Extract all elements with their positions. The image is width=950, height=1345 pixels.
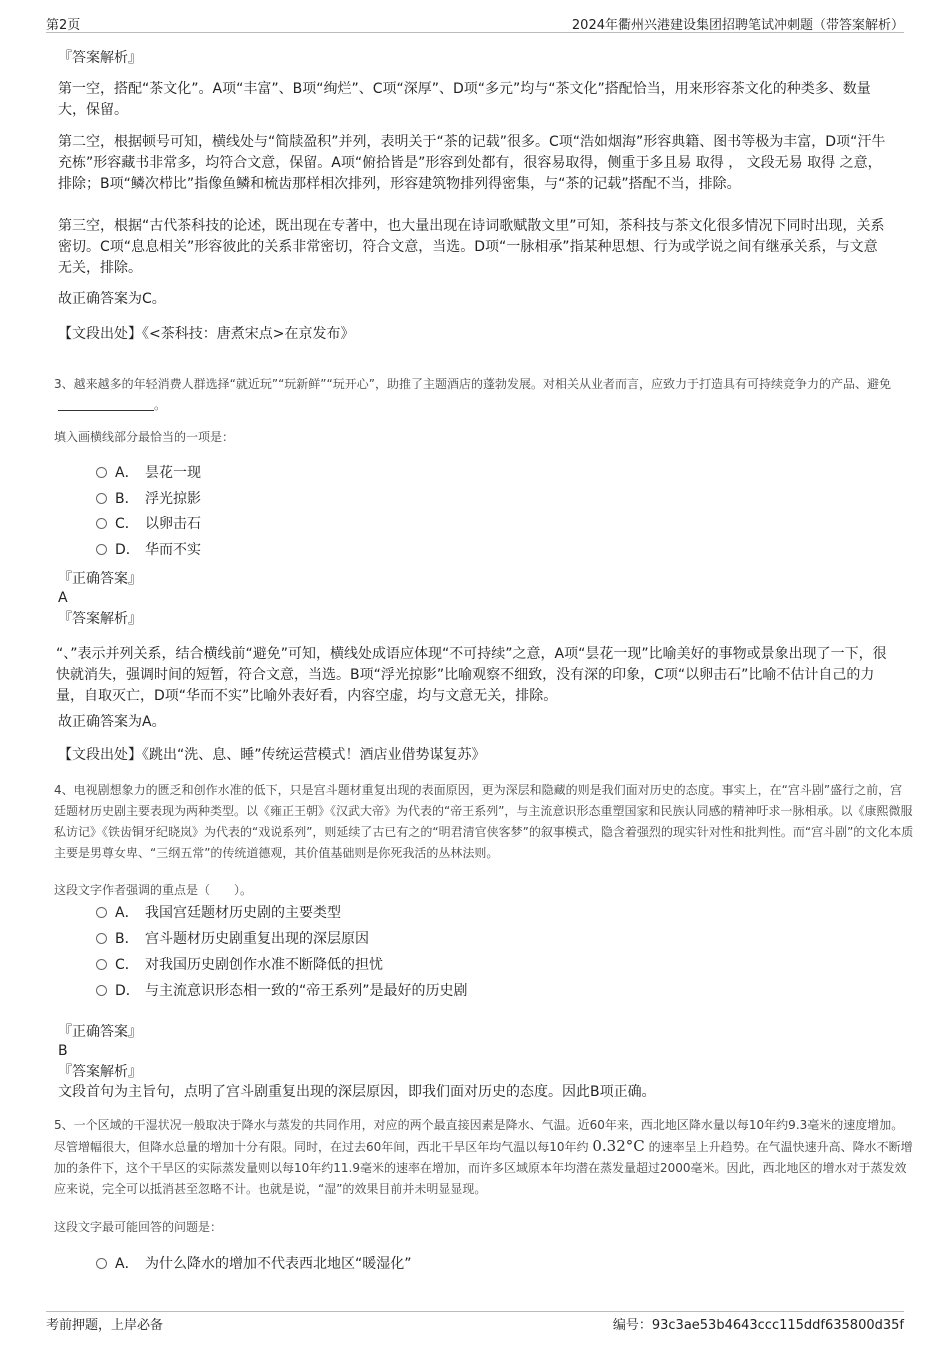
q3-option-a[interactable]: A． 昙花一现 (96, 463, 201, 483)
q2-analysis-paragraph-2: 第二空，根据顿号可知，横线处与“简牍盈积”并列，表明关于“茶的记载”很多。C项“浩如烟海”形容典籍、图书等极为丰富，D项“汗牛充栋”形容藏书非常多，均符合文意，保留。A项“俯拾皆是”形容到处都有，很容易取得，侧重于多且易 取得 ， 文段无易 取得 之意，排除；B项“鳞次栉比”指像鱼鳞和梳齿那样相次排列，形容建筑物排列得密集，与“茶的记载”搭配不当，排除。 (58, 134, 886, 192)
document-title: 2024年衢州兴港建设集团招聘笔试冲刺题（带答案解析） (571, 18, 904, 33)
q4-option-d[interactable]: D． 与主流意识形态相一致的“帝王系列”是最好的历史剧 (96, 981, 468, 1001)
q3-correct-label: 『正确答案』 (58, 571, 142, 587)
q3-blank-line (58, 398, 154, 411)
q2-analysis-paragraph-1: 第一空，搭配“茶文化”。A项“丰富”、B项“绚烂”、C项“深厚”、D项“多元”均与“茶文化”搭配恰当，用来形容茶文化的种类多、数量大，保留。 (58, 81, 871, 118)
q4-option-b[interactable]: B． 宫斗题材历史剧重复出现的深层原因 (96, 929, 369, 949)
q4-option-a[interactable]: A． 我国宫廷题材历史剧的主要类型 (96, 903, 341, 923)
radio-button-icon[interactable] (96, 933, 107, 944)
q3-source: 【文段出处】《跳出“洗、息、睡”传统运营模式！酒店业借势谋复苏》 (58, 747, 486, 763)
q3-conclusion: 故正确答案为A。 (58, 714, 166, 730)
q3-stem-end: 。 (154, 398, 167, 412)
radio-button-icon[interactable] (96, 518, 107, 529)
document-code: 编号：93c3ae53b4643ccc115ddf635800d35f (612, 1318, 904, 1333)
q2-conclusion: 故正确答案为C。 (58, 291, 166, 307)
q3-option-b[interactable]: B． 浮光掠影 (96, 489, 201, 509)
q3-analysis: “、”表示并列关系，结合横线前“避免”可知，横线处成语应体现“不可持续”之意，A项“昙花一现”比喻美好的事物或景象出现了一下，很快就消失，强调时间的短暂，符合文意，当选。B项“浮光掠影”比喻观察不细致，没有深的印象，C项“以卵击石”比喻不估计自己的力量，自取灭亡，D项“华而不实”比喻外表好看，内容空虚，均与文意无关，排除。 (56, 646, 887, 704)
q4-correct-answer: B (58, 1043, 68, 1059)
page-number: 第2页 (46, 18, 81, 33)
radio-button-icon[interactable] (96, 1258, 107, 1269)
q5-prompt: 这段文字最可能回答的问题是： (54, 1220, 223, 1234)
q2-source: 【文段出处】《<茶科技：唐煮宋点>在京发布》 (58, 326, 355, 342)
q5-stem-part-1: 5、一个区域的干湿状况一般取决于降水与蒸发的共同作用，对应的两个最直接因素是降水、气温。近60年来，西北地区降水量以每10年约9.3毫米的速度增加。尽管增幅很大，但降水总量的增加十分有限。同时，在过去60年间，西北干旱区年均气温以每10年约 (54, 1118, 904, 1154)
q4-prompt: 这段文字作者强调的重点是（ ）。 (54, 883, 253, 897)
q4-stem: 4、电视剧想象力的匮乏和创作水准的低下，只是宫斗题材重复出现的表面原因，更为深层和隐藏的则是我们面对历史的态度。事实上，在“宫斗剧”盛行之前，宫廷题材历史剧主要表现为两种类型。以《雍正王朝》《汉武大帝》为代表的“帝王系列”，与主流意识形态重塑国家和民族认同感的精神吁求一脉相承。以《康熙微服私访记》《铁齿铜牙纪晓岚》为代表的“戏说系列”，则延续了古已有之的“明君清官侠客梦”的叙事模式，隐含着强烈的现实针对性和批判性。而“宫斗剧”的文化本质主要是男尊女卑、“三纲五常”的传统道德观，其价值基础则是你死我活的丛林法则。 (54, 783, 914, 860)
radio-button-icon[interactable] (96, 544, 107, 555)
radio-button-icon[interactable] (96, 467, 107, 478)
radio-button-icon[interactable] (96, 493, 107, 504)
radio-button-icon[interactable] (96, 907, 107, 918)
q5-option-a[interactable]: A． 为什么降水的增加不代表西北地区“暖湿化” (96, 1254, 412, 1274)
q3-stem (54, 374, 914, 416)
q2-analysis-paragraph-3: 第三空，根据“古代茶科技的论述，既出现在专著中，也大量出现在诗词歌赋散文里”可知，茶科技与茶文化很多情况下同时出现，关系密切。C项“息息相关”形容彼此的关系非常密切，符合文意，当选。D项“一脉相承”指某种思想、行为或学说之间有继承关系，与文意无关，排除。 (58, 218, 885, 276)
footer-note: 考前押题，上岸必备 (46, 1318, 164, 1333)
q3-stem-text: 3、越来越多的年轻消费人群选择“就近玩”“玩新鲜”“玩开心”，助推了主题酒店的蓬勃发展。对相关从业者而言，应致力于打造具有可持续竞争力的产品、避免 (54, 377, 891, 391)
radio-button-icon[interactable] (96, 959, 107, 970)
q5-stem (54, 1115, 914, 1200)
footer-divider (46, 1311, 904, 1312)
radio-button-icon[interactable] (96, 985, 107, 996)
q2-analysis-label: 『答案解析』 (58, 50, 142, 66)
q3-analysis-label: 『答案解析』 (58, 611, 142, 627)
q5-stem-part-2: 的速率呈上升趋势。在气温快速升高、降水不断增加的条件下，这个干旱区的实际蒸发量则以每10年约11.9毫米的速率在增加，而许多区域原本年均潜在蒸发量超过2000毫米。因此，西北地区的增水对于蒸发效应来说，完全可以抵消甚至忽略不计。也就是说，“湿”的效果目前并未明显显现。 (54, 1140, 913, 1196)
q3-correct-answer: A (58, 590, 68, 606)
q4-correct-label: 『正确答案』 (58, 1024, 142, 1040)
q5-temperature-rate: 0.32°C (592, 1137, 645, 1155)
q4-analysis: 文段首句为主旨句，点明了宫斗剧重复出现的深层原因，即我们面对历史的态度。因此B项正确。 (58, 1084, 656, 1100)
q4-analysis-label: 『答案解析』 (58, 1064, 142, 1080)
q3-option-d[interactable]: D． 华而不实 (96, 540, 201, 560)
q3-prompt: 填入画横线部分最恰当的一项是： (54, 430, 235, 444)
header-divider (46, 32, 904, 33)
q4-option-c[interactable]: C． 对我国历史剧创作水准不断降低的担忧 (96, 955, 383, 975)
q3-option-c[interactable]: C． 以卵击石 (96, 514, 201, 534)
